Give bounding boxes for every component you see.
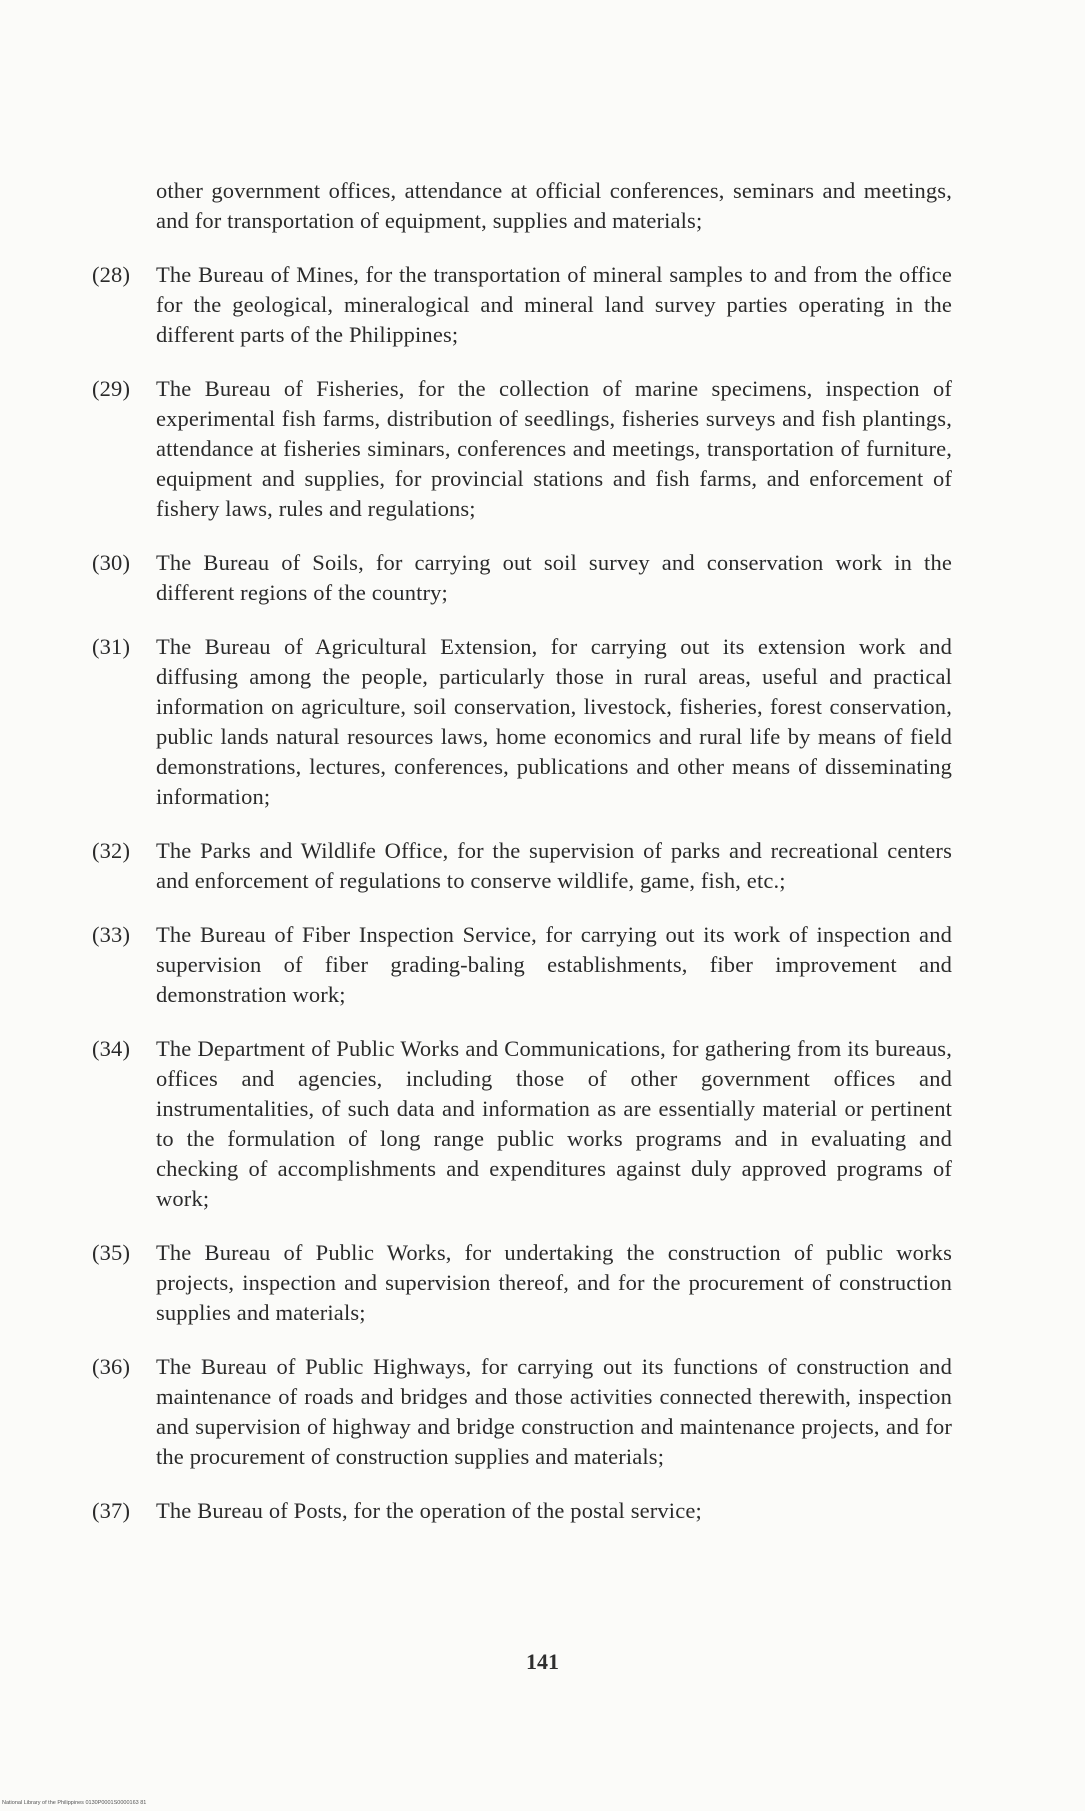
list-item [92, 548, 952, 608]
item-number: (34) [92, 1036, 131, 1061]
item-text: The Department of Public Works and Communications, for gathering from its bureaus, offices and agencies, including those of other government offices and instrumentalities, of such data and information as are essentially material or pertinent to the formulation of long range public works programs and in evaluating and checking of accomplishments and expenditures against duly approved programs of work; [156, 1036, 952, 1211]
item-text: The Bureau of Mines, for the transportation of mineral samples to and from the office for the geological, mineralogical and mineral land survey parties operating in the different parts of the Philippines; [156, 262, 952, 347]
page-number: 141 [526, 1649, 559, 1674]
item-text: The Parks and Wildlife Office, for the supervision of parks and recreational centers and enforcement of regulations to conserve wildlife, game, fish, etc.; [156, 838, 952, 893]
scan-footer: National Library of the Philippines 0130P0001S0000163 81 [2, 1800, 147, 1806]
item-number: (33) [92, 922, 131, 947]
item-text: The Bureau of Fisheries, for the collection of marine specimens, inspection of experimental fish farms, distribution of seedlings, fisheries surveys and fish plantings, attendance at fisheries siminars, conferences and meetings, transportation of furniture, equipment and supplies, for provincial stations and fish farms, and enforcement of fishery laws, rules and regulations; [156, 376, 952, 521]
list-item [92, 1034, 952, 1214]
continued-paragraph: other government offices, attendance at official conferences, seminars and meetings, and for transportation of equipment, supplies and materials; [156, 178, 952, 233]
list-item [92, 1352, 952, 1472]
item-number: (32) [92, 838, 131, 863]
item-text: The Bureau of Posts, for the operation of the postal service; [156, 1498, 702, 1523]
list-item [92, 1238, 952, 1328]
item-text: The Bureau of Soils, for carrying out soil survey and conservation work in the different regions of the country; [156, 550, 952, 605]
item-number: (37) [92, 1498, 131, 1523]
list-item [92, 632, 952, 812]
list-item [92, 920, 952, 1010]
list-item [92, 1496, 952, 1526]
item-text: The Bureau of Public Highways, for carrying out its functions of construction and maintenance of roads and bridges and those activities connected therewith, inspection and supervision of highway and bridge construction and maintenance projects, and for the procurement of construction supplies and materials; [156, 1354, 952, 1469]
list-item [92, 374, 952, 524]
item-number: (35) [92, 1240, 131, 1265]
item-number: (31) [92, 634, 131, 659]
item-number: (36) [92, 1354, 131, 1379]
item-text: The Bureau of Fiber Inspection Service, for carrying out its work of inspection and supervision of fiber grading-baling establishments, fiber improvement and demonstration work; [156, 922, 952, 1007]
body-text [92, 176, 952, 1526]
item-text: The Bureau of Agricultural Extension, for carrying out its extension work and diffusing among the people, particularly those in rural areas, useful and practical information on agriculture, soil conservation, livestock, fisheries, forest conservation, public lands natural resources laws, home economics and rural life by means of field demonstrations, lectures, conferences, publications and other means of disseminating information; [156, 634, 952, 809]
item-number: (28) [92, 262, 131, 287]
list-item [92, 260, 952, 350]
item-number: (30) [92, 550, 131, 575]
item-text: The Bureau of Public Works, for undertaking the construction of public works projects, inspection and supervision thereof, and for the procurement of construction supplies and materials; [156, 1240, 952, 1325]
list-item [92, 836, 952, 896]
item-number: (29) [92, 376, 131, 401]
